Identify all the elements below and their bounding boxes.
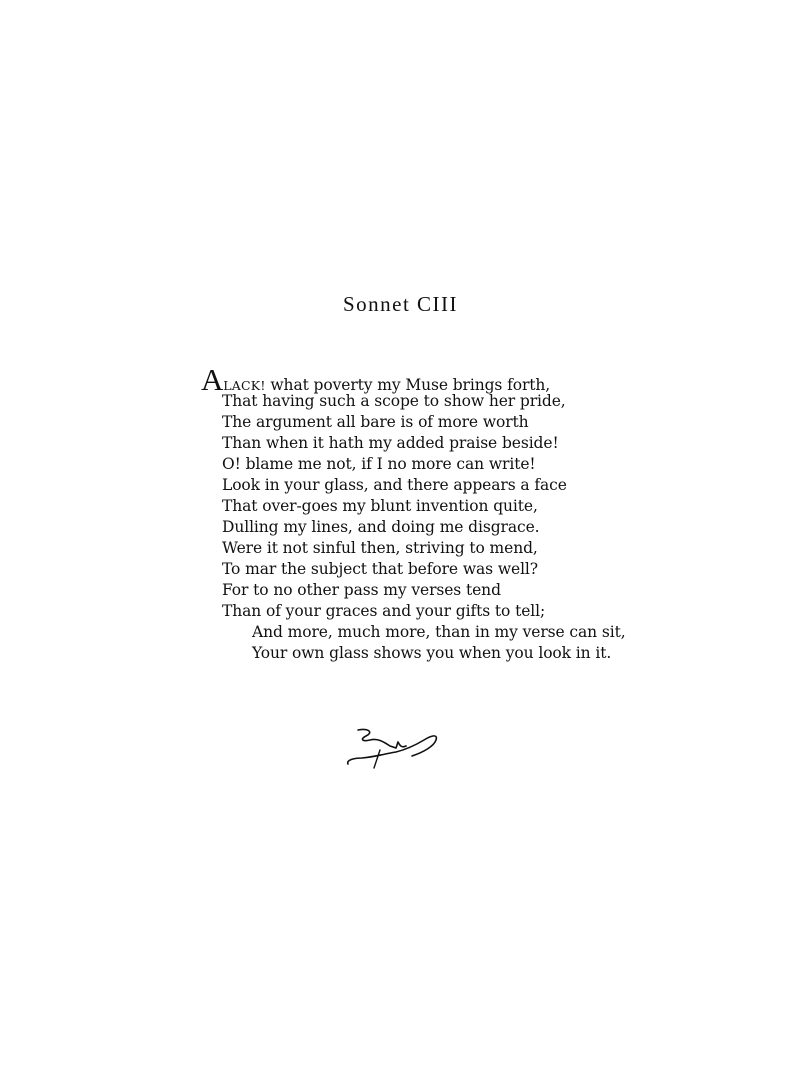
poem-line-4: Than when it hath my added praise beside!: [222, 434, 559, 452]
drop-cap: A: [201, 362, 224, 397]
poem-line-3: The argument all bare is of more worth: [222, 413, 529, 431]
poem-line-10: To mar the subject that before was well?: [222, 560, 538, 578]
poem-line-9: Were it not sinful then, striving to mend,: [222, 539, 538, 557]
couplet-line-2: Your own glass shows you when you look in it.: [252, 644, 612, 662]
poem-line-7: That over-goes my blunt invention quite,: [222, 497, 538, 515]
couplet-line-1: And more, much more, than in my verse can sit,: [252, 623, 626, 641]
opening-smallcaps: LACK!: [223, 378, 266, 393]
poem-title: Sonnet CIII: [342, 292, 459, 316]
poem-line-2: That having such a scope to show her pride,: [222, 392, 566, 410]
poem-line-8: Dulling my lines, and doing me disgrace.: [222, 518, 540, 536]
poem-line-11: For to no other pass my verses tend: [222, 581, 501, 599]
poem-line-5: O! blame me not, if I no more can write!: [222, 455, 536, 473]
poem-line-6: Look in your glass, and there appears a face: [222, 476, 567, 494]
signature-mark: [340, 720, 450, 775]
poem-line-12: Than of your graces and your gifts to tell;: [222, 602, 546, 620]
opening-rest: what poverty my Muse brings forth,: [265, 376, 551, 394]
